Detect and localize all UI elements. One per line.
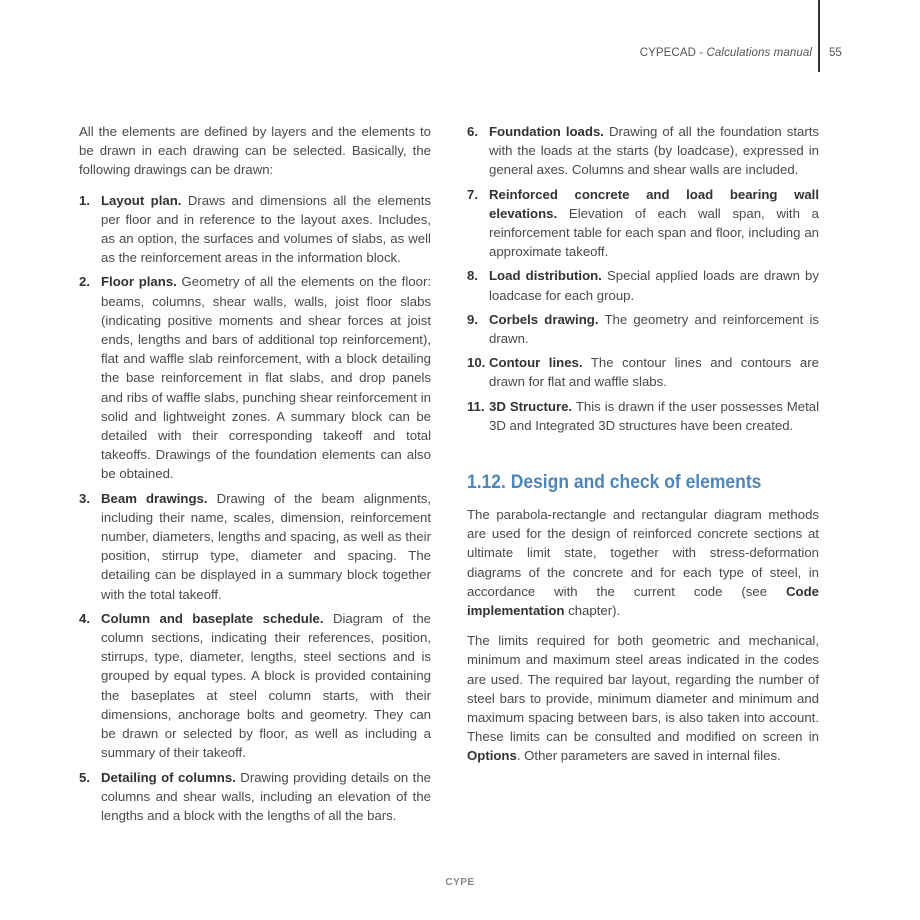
list-item-number: 4. <box>79 610 90 626</box>
running-header <box>640 47 812 59</box>
list-item-term: Detailing of columns. <box>101 769 236 785</box>
list-item-term: Contour lines. <box>489 355 583 371</box>
list-item <box>467 122 819 180</box>
limits-paragraph-text-a: The limits required for both geometric and mechanical, minimum and maximum steel areas indicated in the codes are used. The required bar layout, regarding the number of steel bars to provide, minimum diameter and minimum and maximum spacing between bars, is also taken into account. These limits can be consulted and modified on screen in <box>467 633 819 745</box>
list-item <box>467 185 819 262</box>
design-paragraph-text-a: The parabola-rectangle and rectangular diagram methods are used for the design of reinforced concrete sections at ultimate limit state, together with stress-deformation diagrams of the concrete and for each type of steel, in accordance with the current code (see <box>467 507 819 599</box>
list-item <box>467 397 819 435</box>
list-item <box>467 310 819 348</box>
list-item-number: 9. <box>467 311 478 327</box>
design-paragraph <box>467 505 819 620</box>
list-item-number: 6. <box>467 124 478 139</box>
drawings-list-right <box>467 122 819 435</box>
list-item-term: Beam drawings. <box>101 490 208 506</box>
code-implementation-reference: Code implementation <box>467 583 819 619</box>
list-item-term: Foundation loads. <box>489 124 604 139</box>
header-separator: - <box>696 47 707 59</box>
design-paragraph-text-b: chapter). <box>564 603 621 619</box>
list-item-text: Special applied loads are drawn by loadcase for each group. <box>489 268 819 303</box>
left-column <box>79 122 431 830</box>
list-item <box>79 489 431 604</box>
list-item-text: Draws and dimensions all the elements per floor and in reference to the layout axes. Includes, as an option, the surfaces and volumes of slabs, as well as the reinforcement areas in the information block. <box>101 192 432 266</box>
list-item-term: Reinforced concrete and load bearing wall elevations. <box>489 186 819 221</box>
list-item-number: 8. <box>467 268 478 284</box>
list-item-text: Drawing providing details on the columns and shear walls, including an elevation of the lengths and a block with the lengths of all the bars. <box>101 769 431 823</box>
intro-paragraph: All the elements are defined by layers and the elements to be drawn in each drawing can be selected. Basically, the following drawings can be drawn: <box>79 124 431 178</box>
list-item-number: 11. <box>467 398 485 414</box>
list-item-text: Elevation of each wall span, with a reinforcement table for each span and floor, including an approximate takeoff. <box>489 205 819 260</box>
header-divider <box>818 0 820 72</box>
section-heading: 1.12. Design and check of elements <box>467 472 762 494</box>
list-item-text: The contour lines and contours are drawn for flat and waffle slabs. <box>489 355 819 390</box>
list-item <box>79 768 431 826</box>
limits-paragraph-text-b: . Other parameters are saved in internal files. <box>516 748 781 764</box>
list-item <box>79 191 431 268</box>
right-column <box>467 122 819 777</box>
list-item-number: 5. <box>79 769 90 785</box>
drawings-list-left <box>79 191 431 826</box>
options-reference: Options <box>467 748 517 764</box>
list-item-text: The geometry and reinforcement is drawn. <box>489 311 819 347</box>
footer-brand: CYPE <box>445 877 475 888</box>
list-item-term: Column and baseplate schedule. <box>101 610 324 626</box>
list-item <box>79 272 431 483</box>
list-item <box>467 353 819 391</box>
list-item-term: Floor plans. <box>101 274 177 290</box>
list-item-text: Drawing of the beam alignments, including their name, scales, dimension, reinforcement number, diameters, lengths and spacing, as well as their position, stirrup type, diameter and spacing. The detailing can be displayed in a summary block together with the total takeoff. <box>101 490 431 602</box>
list-item-number: 3. <box>79 490 90 506</box>
list-item-text: Drawing of all the foundation starts with the loads at the starts (by loadcase), expressed in general axes. Columns and shear walls are included. <box>489 124 819 178</box>
list-item-text: Geometry of all the elements on the floor: beams, columns, shear walls, walls, joist floor slabs (indicating positive moments and shear forces at joist ends, lengths and bars of additional top reinforcement), flat and waffle slab reinforcement, with a block detailing the base reinforcement in flat slabs, and drop panels and ribs of waffle slabs, punching shear reinforcement in solid and lightweight zones. A summary block can be detailed with their corresponding takeoff and total takeoffs. Drawings of the foundation elements can also be obtained. <box>101 274 431 482</box>
list-item-term: 3D Structure. <box>489 398 573 414</box>
list-item-number: 2. <box>79 274 90 290</box>
list-item-text: Diagram of the column sections, indicating their references, position, stirrups, type, diameter, lengths, steel sections and is grouped by equal types. A block is provided containing the baseplates at steel column starts, with their dimensions, anchorage bolts and geometry. They can be drawn or selected by floor, as well as including a summary of their takeoff. <box>101 610 431 761</box>
list-item-number: 10. <box>467 355 486 371</box>
list-item-number: 1. <box>79 192 90 208</box>
list-item-term: Layout plan. <box>101 192 182 208</box>
list-item-text: This is drawn if the user possesses Metal 3D and Integrated 3D structures have been created. <box>489 398 820 433</box>
list-item-term: Load distribution. <box>489 268 602 284</box>
list-item-term: Corbels drawing. <box>489 311 599 327</box>
list-item <box>79 609 431 763</box>
header-manual-title: Calculations manual <box>706 47 812 59</box>
limits-paragraph <box>467 631 819 765</box>
list-item <box>467 266 819 304</box>
page-number: 55 <box>829 47 842 59</box>
header-product: CYPECAD <box>639 47 696 59</box>
list-item-number: 7. <box>467 186 478 202</box>
